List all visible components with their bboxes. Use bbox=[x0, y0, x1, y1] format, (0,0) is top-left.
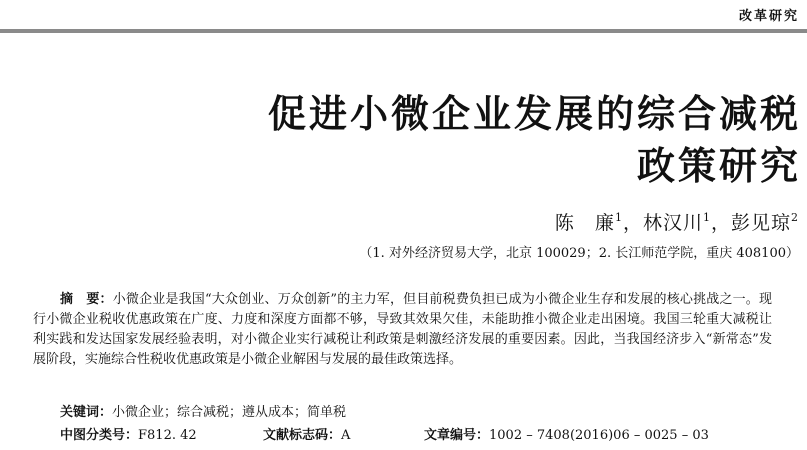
clc-number bbox=[60, 424, 197, 443]
clc-value: F812. 42 bbox=[138, 428, 197, 443]
author-name: 林汉川 bbox=[642, 212, 703, 234]
author-affiliation-mark: 2 bbox=[791, 211, 799, 224]
title-line-1: 促进小微企业发展的综合减税 bbox=[267, 92, 801, 136]
author-affiliation-mark: 1 bbox=[702, 211, 711, 224]
affiliations: （1. 对外经济贸易大学，北京 100029；2. 长江师范学院，重庆 408100） bbox=[359, 246, 799, 261]
abstract-label: 摘 要： bbox=[60, 292, 113, 307]
title-line-2: 政策研究 bbox=[636, 144, 801, 188]
abstract-text: 小微企业是我国“大众创业、万众创新”的主力军，但目前税费负担已成为小微企业生存和发展的核心挑战之一。现行小微企业税收优惠政策在广度、力度和深度方面都不够，导致其效果欠佳，未能助推小微企业走出困境。我国三轮重大减税让利实践和发达国家发展经验表明，对小微企业实行减税让利政策是刺激经济发展的重要因素。因此，当我国经济步入“新常态”发展阶段，实施综合性税收优惠政策是小微企业解困与发展的最佳政策选择。 bbox=[33, 292, 772, 367]
author-name: 彭见琼 bbox=[730, 212, 791, 234]
keywords bbox=[60, 401, 346, 420]
article-number-label: 文章编号： bbox=[424, 428, 490, 443]
keywords-label: 关键词： bbox=[60, 405, 113, 420]
document-code-label: 文献标志码： bbox=[263, 428, 342, 443]
article-number bbox=[424, 424, 709, 443]
document-code bbox=[263, 424, 350, 443]
abstract bbox=[33, 290, 772, 370]
article-number-value: 1002 – 7408(2016)06 – 0025 – 03 bbox=[489, 428, 709, 443]
author-name: 陈 廉 bbox=[554, 212, 615, 234]
running-head: 改革研究 bbox=[738, 9, 799, 24]
keywords-text: 小微企业；综合减税；遵从成本；简单税 bbox=[112, 405, 347, 420]
author-separator: ， bbox=[710, 212, 731, 234]
clc-label: 中图分类号： bbox=[60, 428, 139, 443]
document-code-value: A bbox=[341, 428, 351, 443]
header-rule bbox=[0, 29, 807, 33]
author-separator: ， bbox=[622, 212, 643, 234]
author-list bbox=[555, 208, 799, 235]
author-affiliation-mark: 1 bbox=[614, 211, 623, 224]
article-title bbox=[268, 88, 801, 192]
